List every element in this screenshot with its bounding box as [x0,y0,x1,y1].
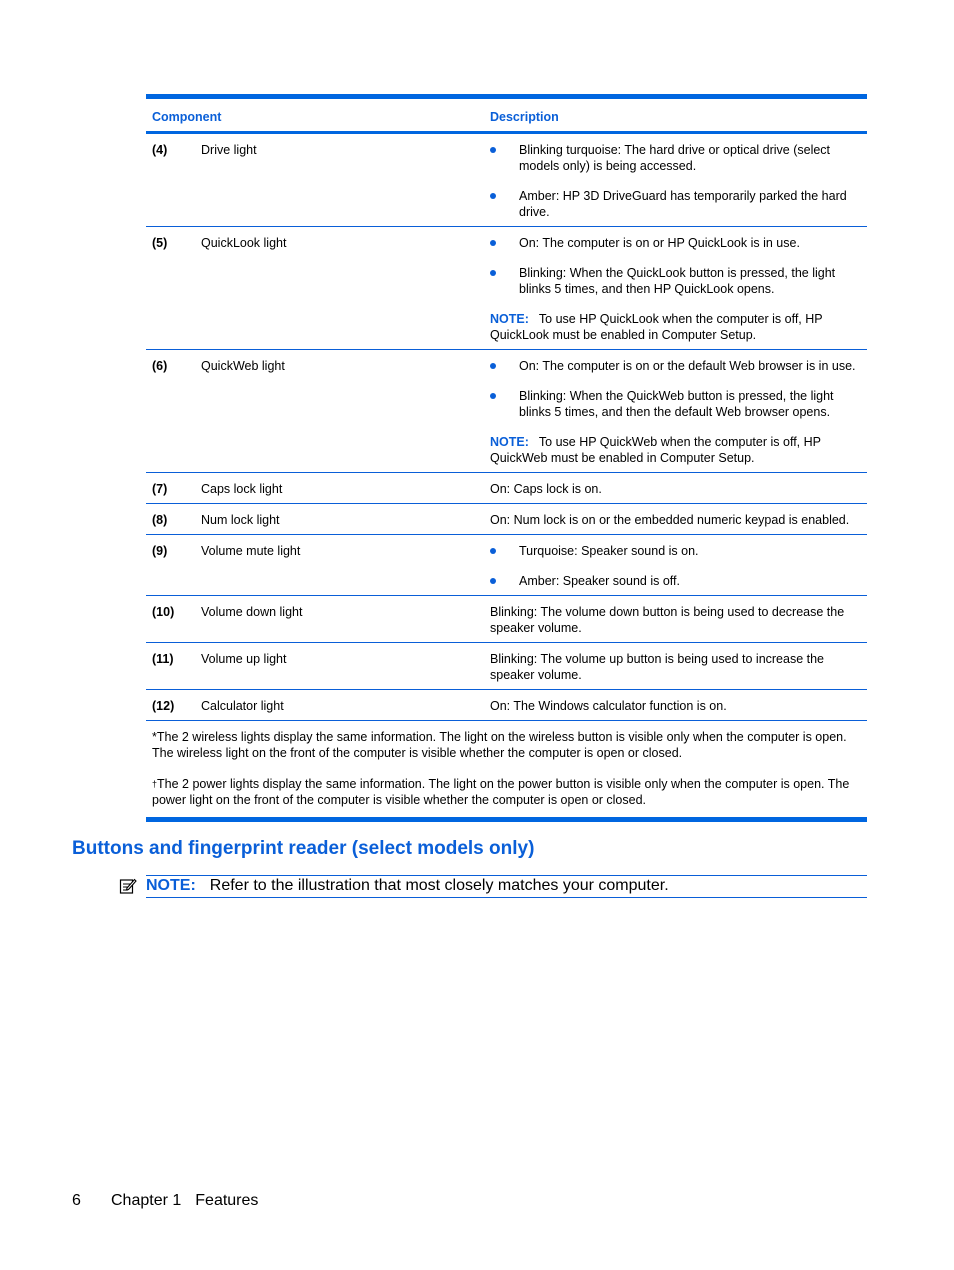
page-number: 6 [72,1192,81,1209]
bullet-item [490,573,861,589]
component-name: QuickWeb light [201,359,285,373]
footnote-cell [146,721,867,820]
description-cell [484,690,867,721]
bullet-icon [490,393,496,399]
component-cell [146,133,484,227]
section-note [146,875,867,898]
section-heading: Buttons and fingerprint reader (select models only) [72,838,535,859]
description-text: On: The Windows calculator function is on. [490,699,727,713]
component-number: (4) [152,143,168,157]
component-cell [146,596,484,643]
note-text: Refer to the illustration that most closely matches your computer. [209,877,669,894]
footnote-text: The 2 power lights display the same information. The light on the power button is visible only when the computer is open. The power light on the front of the computer is visible whether the computer is open or closed. [152,777,850,807]
table-header-row [146,97,867,133]
bullet-item [490,388,861,420]
bullet-icon [490,363,496,369]
component-cell [146,535,484,596]
footnote-mark: † [152,779,158,789]
table-row [146,535,867,596]
table-row [146,473,867,504]
header-component: Component [146,97,484,133]
footnote [152,776,861,808]
bullet-icon [490,578,496,584]
row-note [490,311,861,343]
bullet-item [490,358,861,374]
component-cell [146,643,484,690]
bullet-text: On: The computer is on or HP QuickLook is in use. [519,236,800,250]
component-number: (8) [152,513,168,527]
description-cell [484,133,867,227]
component-number: (6) [152,359,168,373]
description-text: Blinking: The volume down button is being used to decrease the speaker volume. [490,605,845,635]
table-row [146,504,867,535]
bullet-icon [490,548,496,554]
component-name: Caps lock light [201,482,283,496]
bullet-text: Blinking turquoise: The hard drive or optical drive (select models only) is being accessed. [519,143,831,173]
table-row [146,690,867,721]
description-cell [484,643,867,690]
chapter-number: Chapter 1 [111,1192,182,1209]
component-name: Volume down light [201,605,303,619]
components-table [146,94,867,822]
bullet-icon [490,147,496,153]
component-number: (9) [152,544,168,558]
footnote-row [146,721,867,820]
bullet-item [490,188,861,220]
footnote-text: *The 2 wireless lights display the same information. The light on the wireless button is visible only when the computer is open. The wireless light on the front of the computer is visible whether the computer is open or closed. [152,730,847,760]
component-name: Drive light [201,143,257,157]
component-cell [146,473,484,504]
bullet-item [490,235,861,251]
description-text: On: Caps lock is on. [490,482,602,496]
table-row [146,596,867,643]
component-number: (11) [152,652,174,666]
component-name: Volume mute light [201,544,301,558]
description-text: On: Num lock is on or the embedded numeric keypad is enabled. [490,513,850,527]
bullet-item [490,265,861,297]
bullet-text: Amber: Speaker sound is off. [519,574,680,588]
table-row [146,133,867,227]
bullet-text: On: The computer is on or the default Web browser is in use. [519,359,856,373]
footnote [152,729,861,761]
bullet-text: Turquoise: Speaker sound is on. [519,544,699,558]
component-cell [146,690,484,721]
component-name: QuickLook light [201,236,287,250]
page-footer [72,1192,258,1210]
bullet-item [490,543,861,559]
row-note [490,434,861,466]
component-cell [146,504,484,535]
description-cell [484,535,867,596]
component-number: (7) [152,482,168,496]
bullet-text: Blinking: When the QuickLook button is pressed, the light blinks 5 times, and then HP QuickLook opens. [519,266,836,296]
description-cell [484,227,867,350]
bullet-icon [490,193,496,199]
component-number: (12) [152,699,175,713]
component-name: Num lock light [201,513,280,527]
header-description: Description [484,97,867,133]
component-number: (5) [152,236,168,250]
chapter-title: Features [195,1192,259,1209]
bullet-text: Amber: HP 3D DriveGuard has temporarily parked the hard drive. [519,189,847,219]
component-cell [146,350,484,473]
table-row [146,227,867,350]
table-row [146,643,867,690]
table-row [146,350,867,473]
note-label: NOTE: [146,877,196,894]
bullet-icon [490,270,496,276]
description-cell [484,504,867,535]
bullet-item [490,142,861,174]
component-cell [146,227,484,350]
bullet-text: Blinking: When the QuickWeb button is pressed, the light blinks 5 times, and then the default Web browser opens. [519,389,834,419]
description-text: Blinking: The volume up button is being used to increase the speaker volume. [490,652,825,682]
note-icon [119,877,137,895]
description-cell [484,473,867,504]
note-text: To use HP QuickWeb when the computer is off, HP QuickWeb must be enabled in Computer Setup. [490,435,821,465]
note-text: To use HP QuickLook when the computer is off, HP QuickLook must be enabled in Computer Setup. [490,312,823,342]
bullet-icon [490,240,496,246]
note-label: NOTE: [490,435,529,449]
component-name: Calculator light [201,699,284,713]
description-cell [484,350,867,473]
description-cell [484,596,867,643]
component-number: (10) [152,605,175,619]
note-label: NOTE: [490,312,529,326]
component-name: Volume up light [201,652,287,666]
